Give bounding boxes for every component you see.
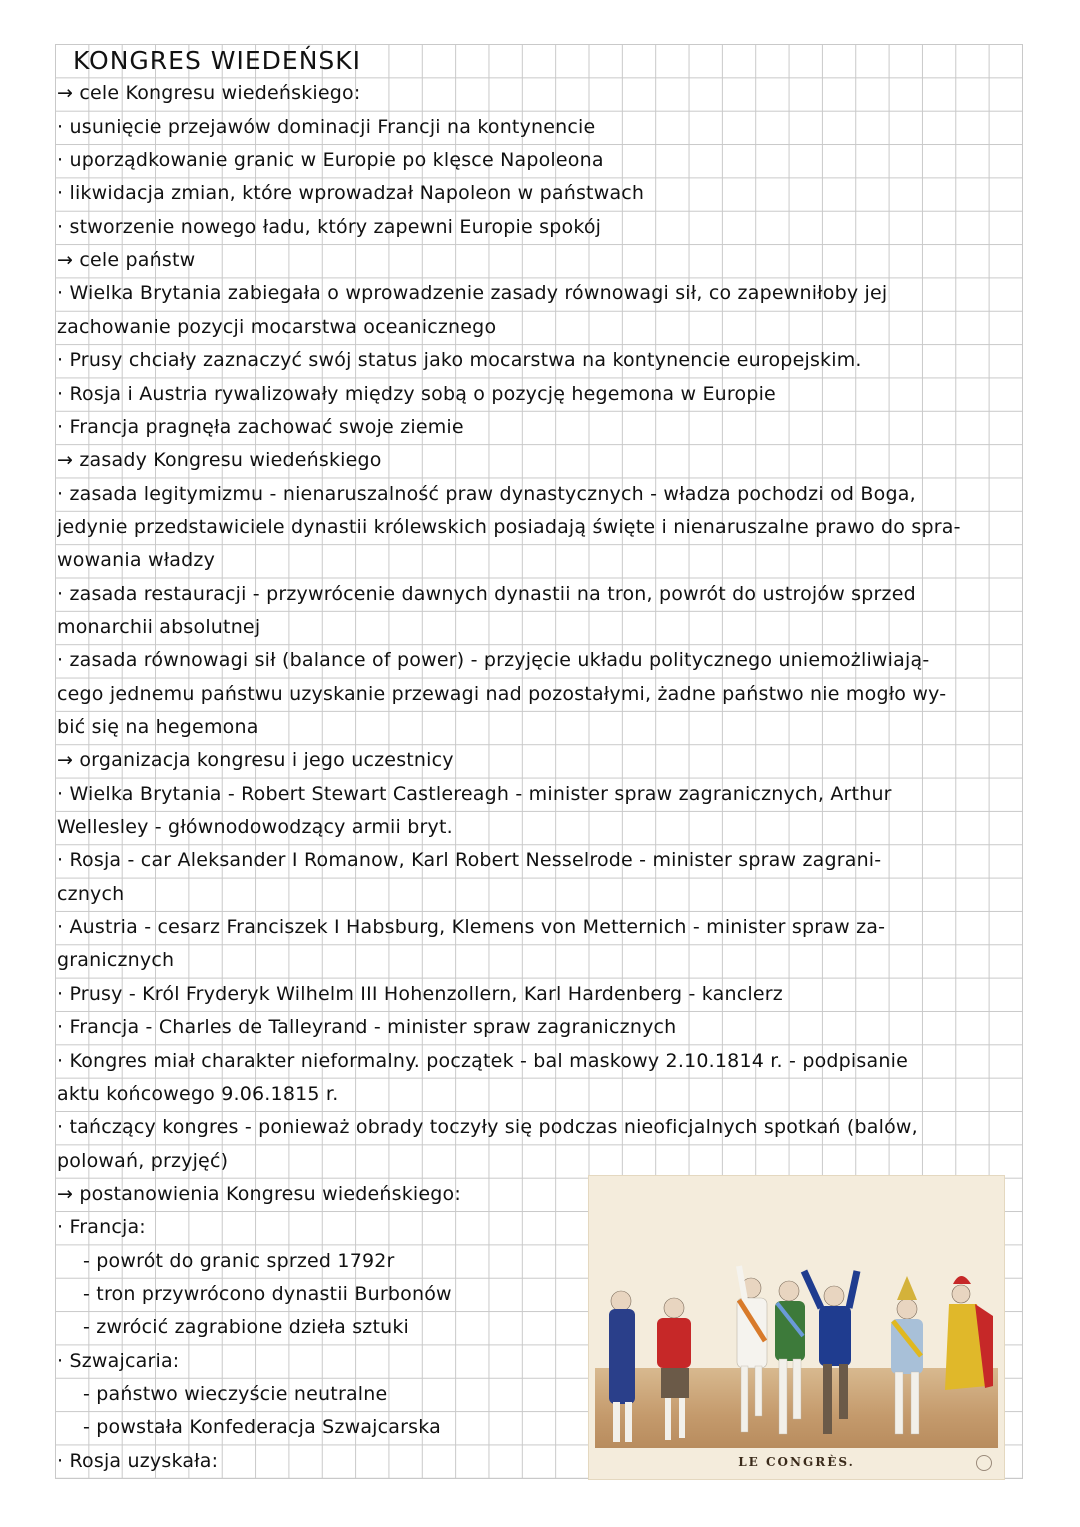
sub-list-item: - państwo wieczyście neutralne <box>83 1383 388 1405</box>
list-item: · Rosja uzyskała: <box>57 1449 219 1472</box>
dancing-figures-illustration <box>589 1176 1004 1479</box>
image-caption: LE CONGRÈS. <box>738 1455 855 1469</box>
list-item: · Francja - Charles de Talleyrand - minister spraw zagranicznych <box>57 1016 677 1039</box>
section-heading-principles: → zasady Kongresu wiedeńskiego <box>57 449 382 472</box>
list-item: · Rosja i Austria rywalizowały między sobą o pozycję hegemona w Europie <box>57 382 776 405</box>
sub-list-item: - zwrócić zagrabione dzieła sztuki <box>83 1316 410 1339</box>
list-item: · uporządkowanie granic w Europie po klęsce Napoleona <box>57 149 604 172</box>
list-item: · Austria - cesarz Franciszek I Habsburg, Klemens von Metternich - minister spraw za- <box>57 916 886 939</box>
section-heading-organization: → organizacja kongresu i jego uczestnicy <box>57 749 454 772</box>
list-item: · stworzenie nowego ładu, który zapewni Europie spokój <box>57 215 602 238</box>
list-item: · zasada legitymizmu - nienaruszalność praw dynastycznych - władza pochodzi od Boga, <box>57 482 916 505</box>
list-item: · usunięcie przejawów dominacji Francji na kontynencie <box>57 115 596 138</box>
sub-list-item: - powrót do granic sprzed 1792r <box>83 1249 395 1272</box>
list-item-continuation: Wellesley - głównodowodzący armii bryt. <box>57 816 453 839</box>
list-item: · Szwajcaria: <box>57 1349 180 1372</box>
page-title: KONGRES WIEDEŃSKI <box>73 46 362 75</box>
list-item: · likwidacja zmian, które wprowadzał Napoleon w państwach <box>57 182 645 205</box>
library-stamp-icon <box>976 1455 992 1471</box>
list-item: · Rosja - car Aleksander I Romanow, Karl Robert Nesselrode - minister spraw zagrani- <box>57 849 882 872</box>
list-item: · tańczący kongres - ponieważ obrady toczyły się podczas nieoficjalnych spotkań (balów, <box>57 1116 918 1139</box>
list-item-continuation: cznych <box>57 882 125 905</box>
list-item-continuation: granicznych <box>57 949 175 972</box>
sub-list-item: - tron przywrócono dynastii Burbonów <box>83 1282 452 1305</box>
list-item: · Prusy chciały zaznaczyć swój status jako mocarstwa na kontynencie europejskim. <box>57 349 862 372</box>
list-item: · Wielka Brytania - Robert Stewart Castlereagh - minister spraw zagranicznych, Arthur <box>57 782 892 805</box>
list-item: · Francja pragnęła zachować swoje ziemie <box>57 415 464 438</box>
section-heading-decisions: → postanowienia Kongresu wiedeńskiego: <box>57 1182 461 1205</box>
list-item-continuation: zachowanie pozycji mocarstwa oceanicznego <box>57 315 497 338</box>
section-heading-goals: → cele Kongresu wiedeńskiego: <box>57 82 361 105</box>
congress-caricature-image <box>588 1175 1005 1480</box>
list-item: · Prusy - Król Fryderyk Wilhelm III Hohenzollern, Karl Hardenberg - kanclerz <box>57 982 783 1005</box>
list-item-continuation: bić się na hegemona <box>57 716 259 738</box>
list-item-continuation: cego jednemu państwu uzyskanie przewagi nad pozostałymi, żadne państwo nie mogło wy- <box>57 682 947 705</box>
list-item-continuation: wowania władzy <box>57 549 216 572</box>
section-heading-state-goals: → cele państw <box>57 249 196 272</box>
list-item-continuation: jedynie przedstawiciele dynastii królewskich posiadają święte i nienaruszalne prawo do spra- <box>57 515 961 538</box>
list-item-continuation: polowań, przyjęć) <box>57 1149 229 1172</box>
list-item: · zasada restauracji - przywrócenie dawnych dynastii na tron, powrót do ustrojów sprzed <box>57 582 916 605</box>
sub-list-item: - powstała Konfederacja Szwajcarska <box>83 1416 441 1439</box>
list-item: · Francja: <box>57 1216 146 1239</box>
list-item: · Wielka Brytania zabiegała o wprowadzenie zasady równowagi sił, co zapewniłoby jej <box>57 282 888 305</box>
list-item: · Kongres miał charakter nieformalny. początek - bal maskowy 2.10.1814 r. - podpisanie <box>57 1049 908 1072</box>
list-item-continuation: monarchii absolutnej <box>57 615 261 638</box>
list-item: · zasada równowagi sił (balance of power) - przyjęcie układu politycznego uniemożliwiają- <box>57 649 930 672</box>
list-item-continuation: aktu końcowego 9.06.1815 r. <box>57 1082 339 1105</box>
